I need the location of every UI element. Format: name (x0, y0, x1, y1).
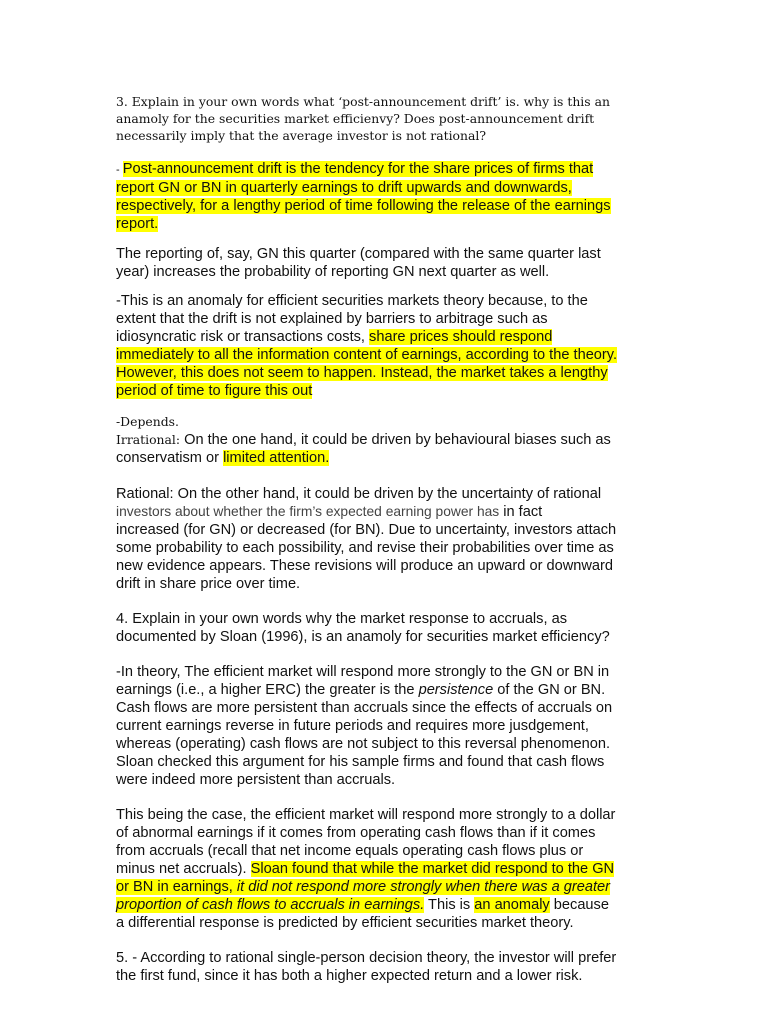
plain-text: conservatism or (116, 450, 224, 466)
highlighted-text: immediately to all the information content of earnings, according to the theory. (116, 347, 618, 363)
question-3-heading (116, 93, 656, 144)
paragraph-line: year) increases the probability of reporting GN next quarter as well. (116, 264, 550, 280)
plain-text: investors about whether the firm’s expected earning power has (116, 504, 500, 519)
paragraph-line: 5. - According to rational single-person decision theory, the investor will prefer (116, 950, 617, 966)
plain-text: because (549, 897, 609, 913)
paragraph-line (116, 860, 656, 878)
highlighted-text: period of time to figure this out (116, 383, 313, 399)
sloan-findings-paragraph (116, 806, 656, 932)
highlighted-text: report. (116, 216, 159, 232)
emphasis-text: persistence (418, 682, 494, 698)
paragraph-line: -This is an anomaly for efficient securities markets theory because, to the (116, 293, 588, 309)
paragraph-line: The reporting of, say, GN this quarter (compared with the same quarter last (116, 246, 601, 262)
paragraph-line (116, 681, 656, 699)
highlighted-text: However, this does not seem to happen. Instead, the market takes a lengthy (116, 365, 608, 381)
paragraph-line (116, 179, 656, 197)
paragraph-line: increased (for GN) or decreased (for BN). Due to uncertainty, investors attach (116, 522, 617, 538)
irrational-label: Irrational: (116, 432, 181, 447)
highlighted-text: Sloan found that while the market did respond to the GN (250, 861, 615, 877)
plain-text: in fact (499, 504, 543, 520)
question-line: documented by Sloan (1996), is an anamoly for securities market efficiency? (116, 629, 610, 645)
question-line: 3. Explain in your own words what ‘post-announcement drift’ is. why is this an (116, 94, 610, 109)
paragraph-line: a differential response is predicted by efficient securities market theory. (116, 915, 574, 931)
paragraph-line (116, 878, 656, 896)
theory-paragraph (116, 663, 656, 789)
paragraph-line (116, 431, 656, 449)
question-line: necessarily imply that the average investor is not rational? (116, 128, 486, 143)
paragraph-line (116, 346, 656, 364)
highlighted-text: share prices should respond (369, 329, 553, 345)
paragraph-line: new evidence appears. These revisions will produce an upward or downward (116, 558, 614, 574)
plain-text: On the one hand, it could be driven by behavioural biases such as (180, 432, 611, 448)
highlighted-emphasis-text: proportion of cash flows to accruals in earnings. (116, 897, 425, 913)
paragraph-line (116, 449, 656, 467)
paragraph-line (116, 328, 656, 346)
highlighted-text: Post-announcement drift is the tendency for the share prices of firms that (122, 161, 594, 177)
question-5-paragraph (116, 949, 656, 985)
highlighted-text: or BN in earnings, (116, 879, 237, 895)
paragraph-line (116, 896, 656, 914)
paragraph-line: the first fund, since it has both a higher expected return and a lower risk. (116, 968, 583, 984)
plain-text: earnings (i.e., a higher ERC) the greater is the (116, 682, 419, 698)
paragraph-line: from accruals (recall that net income equals operating cash flows plus or (116, 843, 584, 859)
paragraph-line: of abnormal earnings if it comes from operating cash flows than if it comes (116, 825, 596, 841)
paragraph-line: -In theory, The efficient market will respond more strongly to the GN or BN in (116, 664, 610, 680)
highlighted-text: respectively, for a lengthy period of time following the release of the earnings (116, 198, 611, 214)
paragraph-line (116, 215, 656, 233)
plain-text: of the GN or BN. (493, 682, 606, 698)
plain-text: idiosyncratic risk or transactions costs, (116, 329, 370, 345)
highlighted-text: report GN or BN in quarterly earnings to drift upwards and downwards, (116, 180, 572, 196)
paragraph-line: whereas (operating) cash flows are not subject to this reversal phenomenon. (116, 736, 611, 752)
dash-prefix: - (116, 164, 123, 176)
paragraph-line: This being the case, the efficient market will respond more strongly to a dollar (116, 807, 616, 823)
paragraph-line: current earnings reverse in future periods and requires more jusdgement, (116, 718, 589, 734)
reporting-paragraph (116, 245, 656, 281)
irrational-paragraph (116, 431, 656, 467)
depends-label: -Depends. (116, 414, 179, 429)
paragraph-line: Sloan checked this argument for his sample firms and found that cash flows (116, 754, 605, 770)
paragraph-line: Cash flows are more persistent than accruals since the effects of accruals on (116, 700, 613, 716)
rational-paragraph (116, 485, 656, 593)
highlighted-text: limited attention. (223, 450, 330, 466)
question-4-heading (116, 610, 656, 646)
question-line: 4. Explain in your own words why the market response to accruals, as (116, 611, 567, 627)
paragraph-line (116, 160, 656, 179)
anomaly-paragraph (116, 292, 656, 400)
plain-text: This is (424, 897, 475, 913)
paragraph-line: drift in share price over time. (116, 576, 301, 592)
highlighted-text: an anomaly (474, 897, 550, 913)
question-line: anamoly for the securities market efficienvy? Does post-announcement drift (116, 111, 595, 126)
paragraph-line (116, 197, 656, 215)
paragraph-line: were indeed more persistent than accruals. (116, 772, 396, 788)
paragraph-line: extent that the drift is not explained by barriers to arbitrage such as (116, 311, 548, 327)
paragraph-line (116, 503, 656, 521)
plain-text: minus net accruals). (116, 861, 251, 877)
drift-definition-paragraph (116, 160, 656, 233)
paragraph-line: Rational: On the other hand, it could be driven by the uncertainty of rational (116, 486, 602, 502)
paragraph-line: some probability to each possibility, and revise their probabilities over time as (116, 540, 614, 556)
paragraph-line (116, 364, 656, 382)
highlighted-emphasis-text: it did not respond more strongly when there was a greater (236, 879, 611, 895)
paragraph-line (116, 382, 656, 400)
